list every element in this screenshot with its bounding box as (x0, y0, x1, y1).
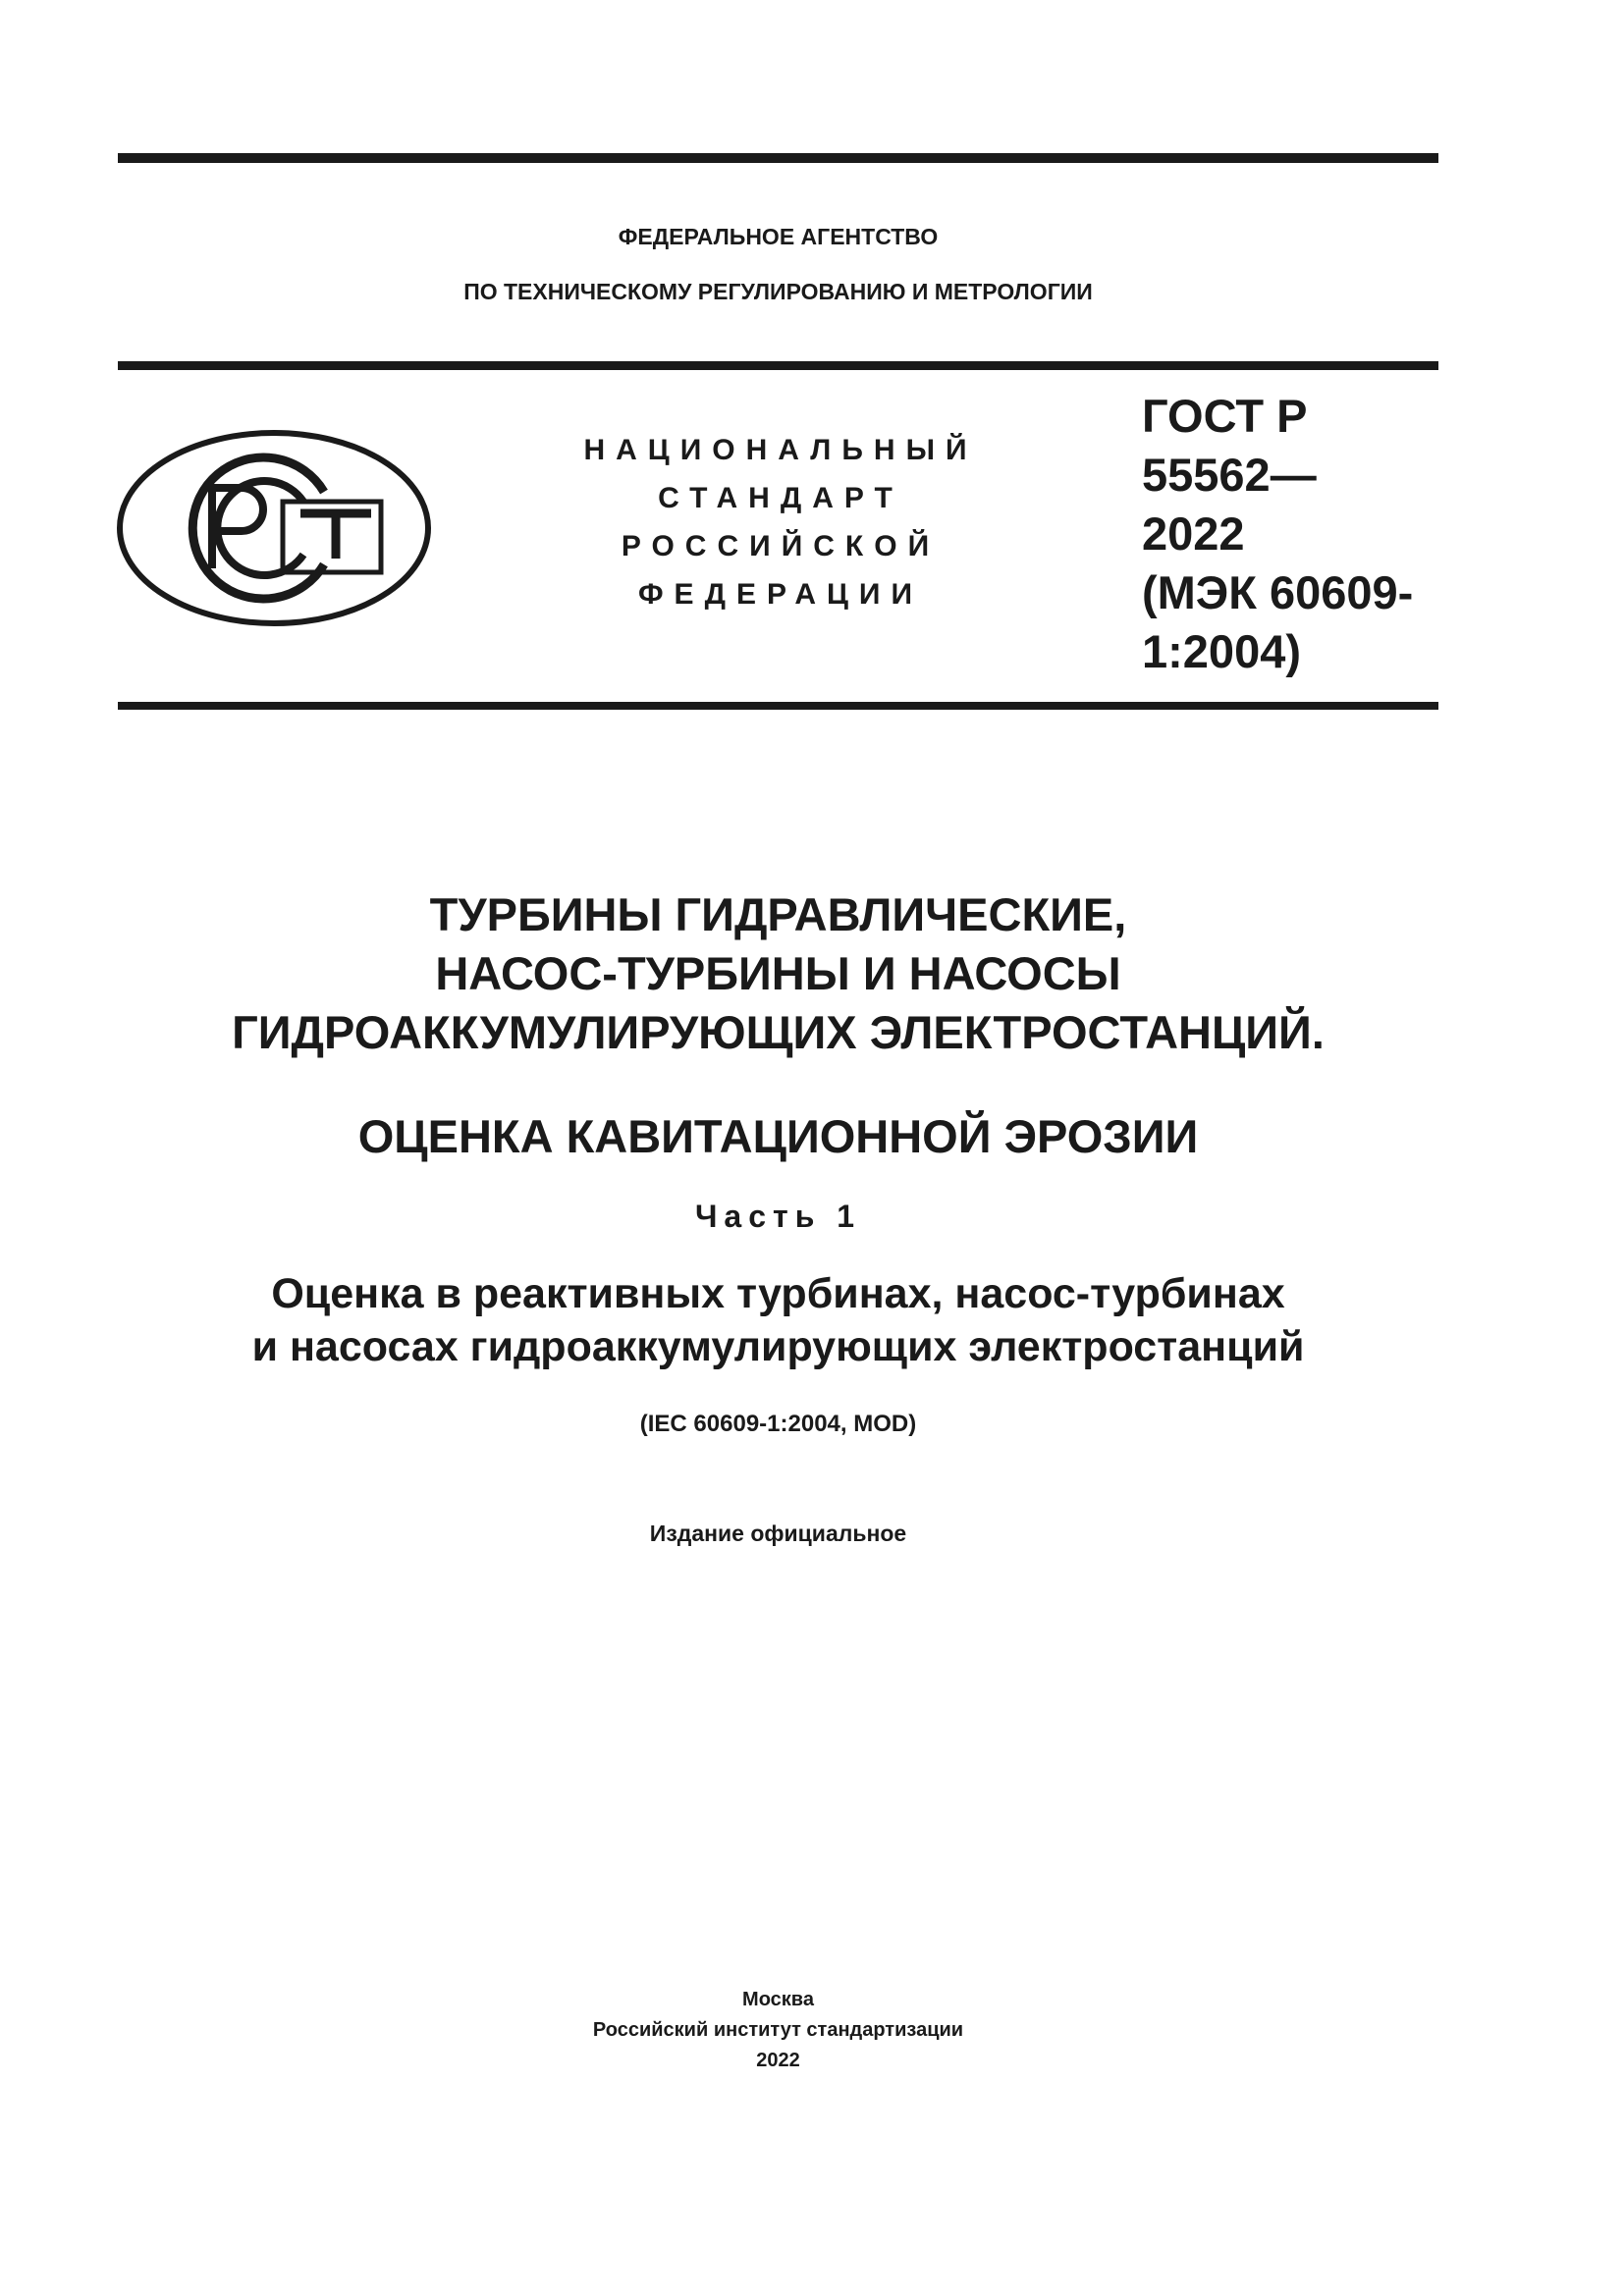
document-title (0, 885, 1556, 1062)
section-rule (118, 702, 1438, 710)
designation-line: 2022 (1142, 507, 1245, 560)
national-line: СТАНДАРТ (658, 482, 903, 514)
imprint (0, 1985, 1556, 2076)
title-line: ГИДРОАККУМУЛИРУЮЩИХ ЭЛЕКТРОСТАНЦИЙ. (232, 1006, 1325, 1058)
top-rule (118, 153, 1438, 163)
part-label: Часть 1 (694, 1199, 862, 1234)
edition-note: Издание официальное (649, 1521, 907, 1546)
designation-line: ГОСТ Р (1142, 390, 1308, 442)
national-line: РОССИЙСКОЙ (621, 530, 941, 562)
national-line: НАЦИОНАЛЬНЫЙ (583, 434, 978, 466)
rst-logo (116, 429, 432, 627)
agency-line-2: ПО ТЕХНИЧЕСКОМУ РЕГУЛИРОВАНИЮ И МЕТРОЛОГИИ (463, 279, 1093, 304)
title-line: ТУРБИНЫ ГИДРАВЛИЧЕСКИЕ, (429, 888, 1127, 940)
national-standard-label (550, 426, 1011, 618)
imprint-year: 2022 (756, 2050, 800, 2071)
part-title-line: и насосах гидроаккумулирующих электростанций (251, 1323, 1305, 1370)
part-title (0, 1267, 1556, 1373)
designation-line: 55562— (1142, 449, 1317, 501)
imprint-city: Москва (742, 1989, 814, 2010)
national-line: ФЕДЕРАЦИИ (637, 578, 924, 611)
designation-line: (МЭК 60609- (1142, 566, 1414, 618)
iec-reference: (IEC 60609-1:2004, MOD) (639, 1411, 917, 1437)
header-rule (118, 361, 1438, 370)
document-subtitle: ОЦЕНКА КАВИТАЦИОННОЙ ЭРОЗИИ (357, 1110, 1199, 1162)
designation-line: 1:2004) (1142, 625, 1301, 677)
imprint-publisher: Российский институт стандартизации (592, 2019, 964, 2041)
standard-designation (1142, 387, 1436, 681)
agency-line-1: ФЕДЕРАЛЬНОЕ АГЕНТСТВО (618, 224, 939, 249)
title-line: НАСОС-ТУРБИНЫ И НАСОСЫ (435, 947, 1121, 999)
part-title-line: Оценка в реактивных турбинах, насос-турбинах (271, 1270, 1285, 1317)
